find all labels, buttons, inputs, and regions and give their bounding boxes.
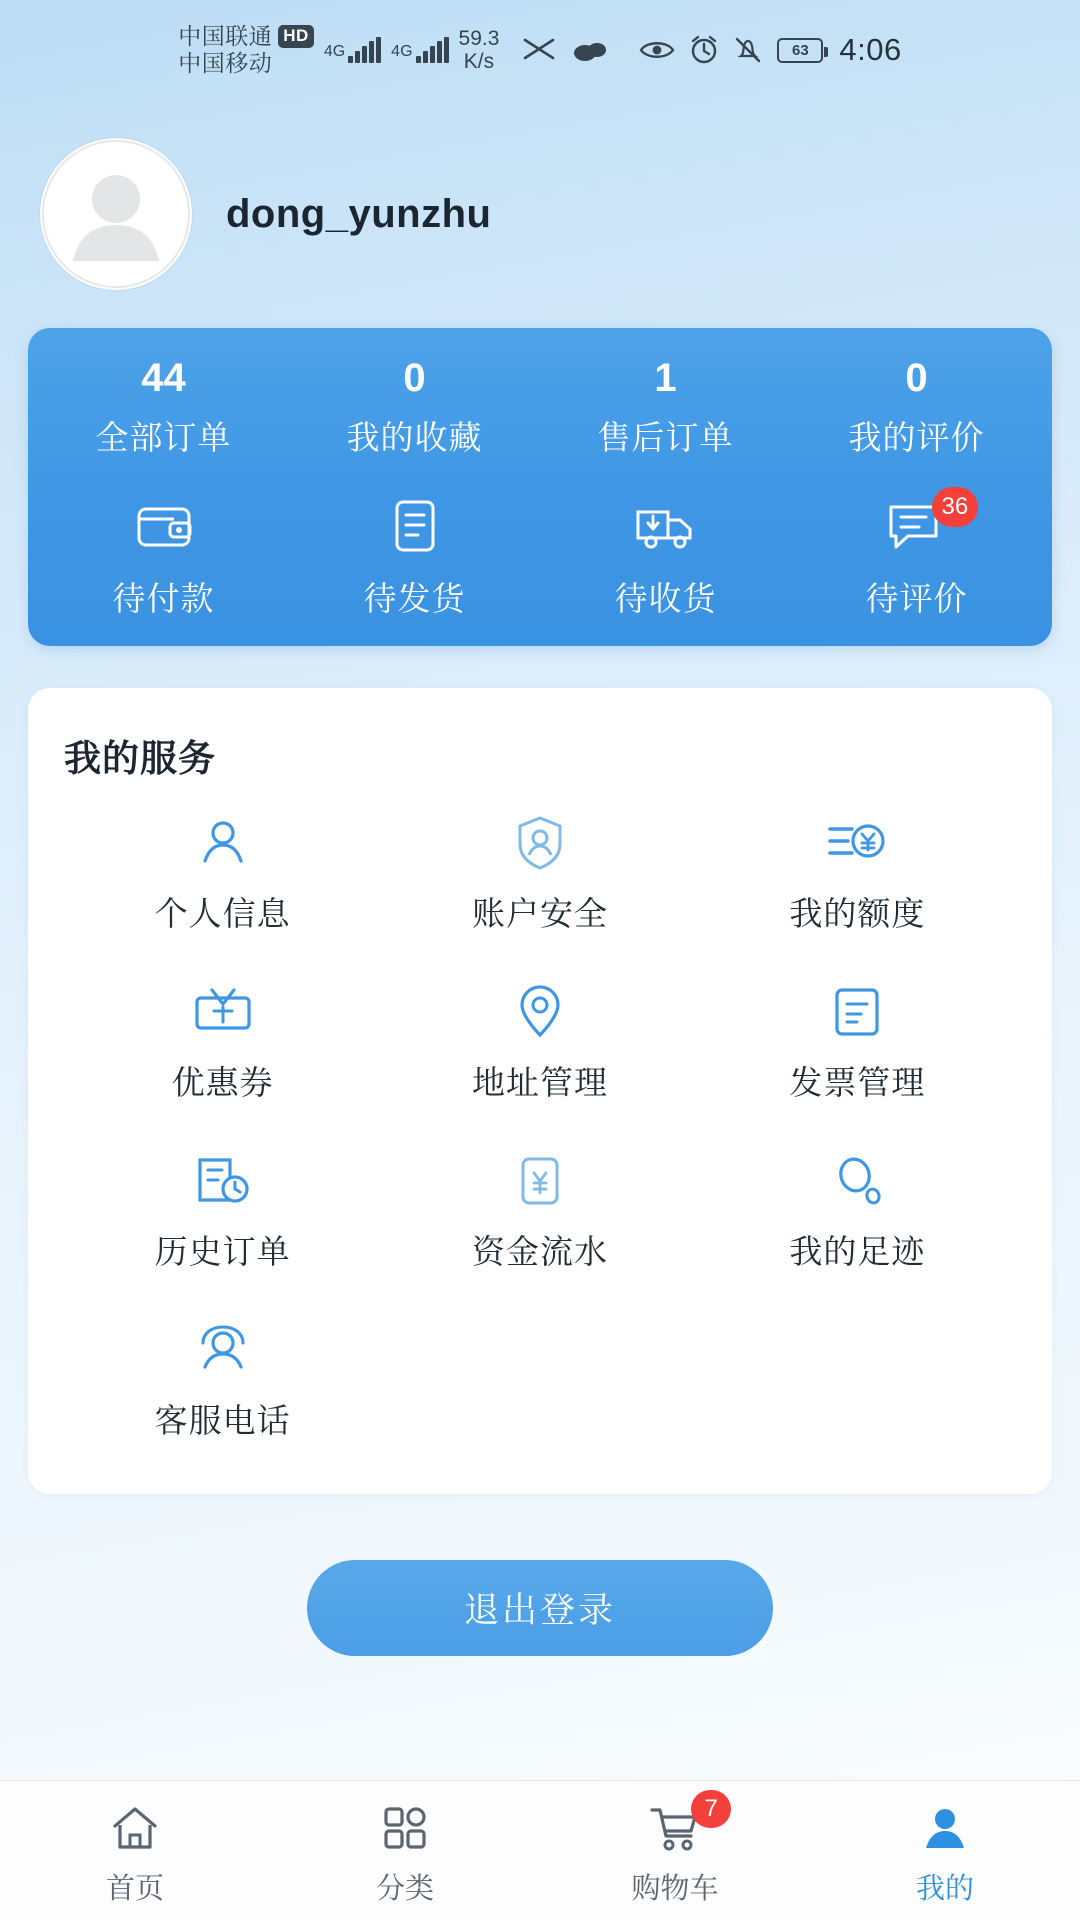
battery-level: 63 [792, 41, 809, 59]
service-item-customer-service-phone[interactable] [64, 1301, 381, 1448]
service-item-history-orders[interactable] [64, 1132, 381, 1279]
carrier-labels [178, 23, 314, 77]
service-item-label: 我的足迹 [789, 1233, 926, 1270]
service-item-invoice-management[interactable] [699, 963, 1016, 1110]
service-item-label: 客服电话 [154, 1402, 291, 1439]
order-stat-label: 我的评价 [848, 419, 985, 456]
services-grid [64, 794, 1016, 1448]
signal-bars-icon [348, 37, 381, 63]
order-summary-card [28, 328, 1052, 646]
invoice-icon [830, 981, 884, 1043]
username: dong_yunzhu [226, 191, 492, 236]
service-item-label: 地址管理 [471, 1064, 608, 1101]
service-item-label: 优惠券 [171, 1064, 274, 1101]
history-order-icon [194, 1150, 252, 1212]
tab-home[interactable] [0, 1794, 270, 1907]
user-avatar-icon [41, 139, 191, 289]
fund-flow-icon [515, 1150, 565, 1212]
tab-profile[interactable] [810, 1794, 1080, 1907]
network-speed-value: 59.3 [458, 26, 500, 50]
service-item-label: 账户安全 [471, 895, 608, 932]
service-item-coupon[interactable] [64, 963, 381, 1110]
wallet-icon [134, 495, 194, 557]
logout-button[interactable]: 退出登录 [307, 1560, 773, 1656]
shield-user-icon [514, 812, 566, 874]
network-speed-unit: K/s [463, 50, 495, 73]
order-action-to-pay[interactable] [38, 495, 289, 620]
signal-bars-icon [416, 37, 449, 63]
network-speed [459, 27, 500, 73]
cart-badge: 7 [691, 1790, 731, 1828]
network-type-1-label: 4G [323, 43, 346, 60]
money-yen-icon [826, 812, 888, 874]
home-icon [110, 1800, 160, 1856]
tab-cart[interactable] [540, 1794, 810, 1907]
service-item-label: 个人信息 [154, 895, 291, 932]
service-item-label: 历史订单 [154, 1233, 291, 1270]
order-stat-label: 我的收藏 [346, 419, 483, 456]
order-stat-favorites[interactable] [289, 358, 540, 459]
order-stat-label: 全部订单 [95, 419, 232, 456]
order-stat-aftersale[interactable] [540, 358, 791, 459]
order-action-to-review[interactable] [791, 495, 1042, 620]
alarm-icon [689, 35, 719, 65]
eye-icon [639, 38, 675, 62]
cloud-icon [571, 37, 609, 63]
profile-header [0, 100, 1080, 320]
my-services-card [28, 688, 1052, 1494]
service-item-label: 发票管理 [789, 1064, 926, 1101]
order-stat-label: 售后订单 [597, 419, 734, 456]
order-action-label: 待付款 [112, 580, 215, 617]
logout-area [0, 1560, 1080, 1656]
order-action-label: 待收货 [614, 580, 717, 617]
order-stat-count: 1 [654, 356, 677, 400]
status-badge: 36 [932, 487, 979, 527]
status-time: 4:06 [839, 32, 902, 67]
tab-label: 分类 [375, 1873, 434, 1905]
order-action-label: 待发货 [363, 580, 466, 617]
order-stat-reviews[interactable] [791, 358, 1042, 459]
service-item-address-management[interactable] [381, 963, 698, 1110]
carrier-1-label: 中国联通 [178, 22, 273, 49]
footprint-icon [829, 1150, 885, 1212]
services-title: 我的服务 [64, 738, 216, 779]
document-icon [388, 495, 442, 557]
category-icon [381, 1800, 429, 1856]
service-item-account-security[interactable] [381, 794, 698, 941]
service-item-my-credit[interactable] [699, 794, 1016, 941]
order-stat-count: 0 [403, 356, 426, 400]
service-item-fund-flow[interactable] [381, 1132, 698, 1279]
order-stat-count: 44 [141, 356, 186, 400]
tab-label: 首页 [105, 1873, 164, 1905]
status-bar [0, 0, 1080, 100]
service-item-my-footprint[interactable] [699, 1132, 1016, 1279]
scissors-icon [523, 37, 557, 63]
user-icon [921, 1800, 969, 1856]
tab-category[interactable] [270, 1794, 540, 1907]
bell-off-icon [733, 35, 763, 65]
order-action-to-ship[interactable] [289, 495, 540, 620]
signal-1 [324, 37, 381, 63]
location-pin-icon [514, 981, 566, 1043]
service-item-label: 资金流水 [471, 1233, 608, 1270]
signal-2 [391, 37, 448, 63]
headset-icon [195, 1319, 251, 1381]
order-stats-row [38, 358, 1042, 459]
battery-icon [777, 38, 823, 63]
order-actions-row [38, 495, 1042, 620]
service-item-label: 我的额度 [789, 895, 926, 932]
tab-label: 购物车 [631, 1873, 719, 1905]
tab-label: 我的 [915, 1873, 974, 1905]
status-icon-group [523, 35, 823, 65]
network-type-2-label: 4G [391, 43, 413, 60]
bottom-tab-bar [0, 1780, 1080, 1920]
order-stat-count: 0 [905, 356, 928, 400]
coupon-icon [192, 981, 254, 1043]
hd-badge: HD [278, 25, 314, 47]
service-item-personal-info[interactable] [64, 794, 381, 941]
avatar[interactable] [40, 138, 192, 290]
carrier-2-label: 中国移动 [178, 50, 273, 76]
person-icon [195, 812, 251, 874]
order-stat-all[interactable] [38, 358, 289, 459]
order-action-to-receive[interactable] [540, 495, 791, 620]
order-action-label: 待评价 [865, 580, 968, 617]
truck-download-icon [634, 495, 698, 557]
